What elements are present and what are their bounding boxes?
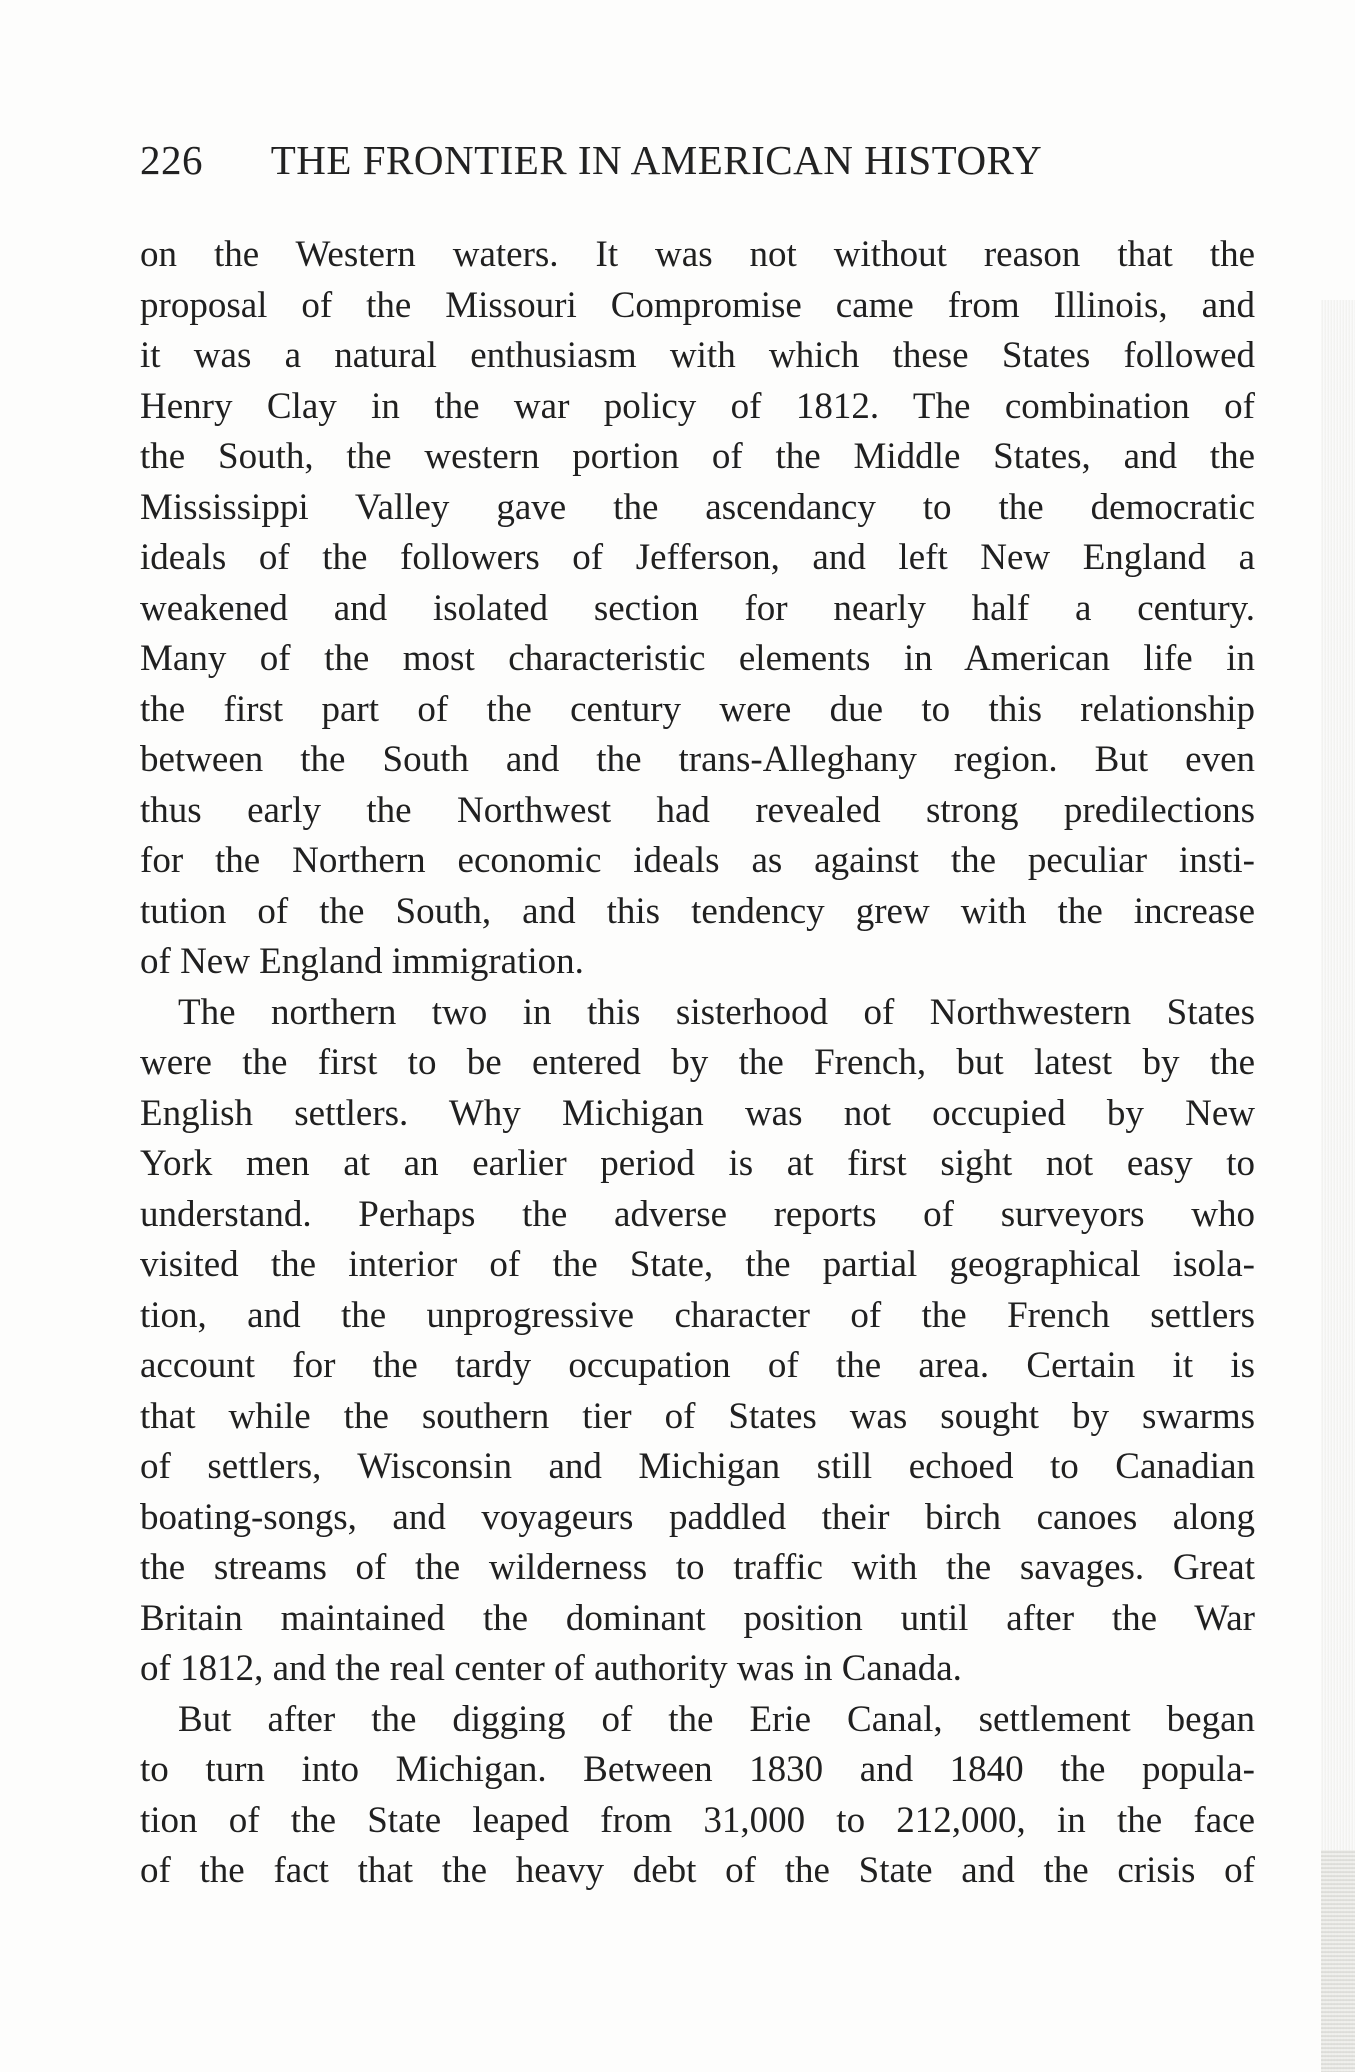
text-line: on the Western waters. It was not without reason that the <box>140 234 1255 275</box>
text-line: to turn into Michigan. Between 1830 and 1840 the popula- <box>140 1749 1255 1790</box>
text-line: that while the southern tier of States was sought by swarms <box>140 1395 1255 1437</box>
text-line: ideals of the followers of Jefferson, and left New England a <box>140 537 1255 578</box>
text-line: thus early the Northwest had revealed strong predilections <box>140 789 1255 831</box>
page-edge-texture <box>1321 1850 1355 2072</box>
page-text <box>140 230 1255 1897</box>
text-line: of New England immigration. <box>140 941 584 982</box>
text-line: were the first to be entered by the French, but latest by the <box>140 1042 1255 1083</box>
text-line: tion of the State leaped from 31,000 to 212,000, in the face <box>140 1799 1255 1841</box>
text-line: it was a natural enthusiasm with which these States followed <box>140 335 1255 376</box>
text-line: of settlers, Wisconsin and Michigan still echoed to Canadian <box>140 1446 1255 1487</box>
text-line: account for the tardy occupation of the area. Certain it is <box>140 1345 1255 1386</box>
paragraph <box>140 230 1255 988</box>
page-header <box>140 136 1140 196</box>
text-line: understand. Perhaps the adverse reports of surveyors who <box>140 1193 1255 1235</box>
text-line: tion, and the unprogressive character of the French settlers <box>140 1294 1255 1336</box>
text-line: the South, the western portion of the Middle States, and the <box>140 436 1255 477</box>
text-line: boating-songs, and voyageurs paddled their birch canoes along <box>140 1496 1255 1538</box>
page-edge-shadow <box>1321 300 1355 2072</box>
text-line: visited the interior of the State, the partial geographical isola- <box>140 1244 1255 1285</box>
text-line: Mississippi Valley gave the ascendancy to the democratic <box>140 486 1255 528</box>
text-line: Britain maintained the dominant position until after the War <box>140 1597 1255 1639</box>
text-line: English settlers. Why Michigan was not occupied by New <box>140 1092 1255 1134</box>
text-line: York men at an earlier period is at first sight not easy to <box>140 1143 1255 1184</box>
text-line: But after the digging of the Erie Canal, settlement began <box>178 1698 1255 1740</box>
text-line: The northern two in this sisterhood of Northwestern States <box>178 991 1255 1033</box>
text-line: Henry Clay in the war policy of 1812. The combination of <box>140 385 1255 427</box>
running-head: THE FRONTIER IN AMERICAN HISTORY <box>270 137 1043 183</box>
text-line: of the fact that the heavy debt of the State and the crisis of <box>140 1850 1255 1891</box>
text-line: between the South and the trans-Alleghany region. But even <box>140 739 1255 780</box>
text-line: tution of the South, and this tendency grew with the increase <box>140 890 1255 932</box>
text-line: proposal of the Missouri Compromise came from Illinois, and <box>140 284 1255 326</box>
paragraph <box>140 1695 1255 1897</box>
paragraph <box>140 988 1255 1695</box>
text-line: weakened and isolated section for nearly half a century. <box>140 587 1255 629</box>
text-line: the streams of the wilderness to traffic with the savages. Great <box>140 1547 1255 1588</box>
page-number: 226 <box>140 137 203 183</box>
text-line: Many of the most characteristic elements in American life in <box>140 638 1255 679</box>
text-line: for the Northern economic ideals as against the peculiar insti- <box>140 840 1255 881</box>
text-line: the first part of the century were due to this relationship <box>140 688 1255 730</box>
text-line: of 1812, and the real center of authority was in Canada. <box>140 1648 962 1689</box>
